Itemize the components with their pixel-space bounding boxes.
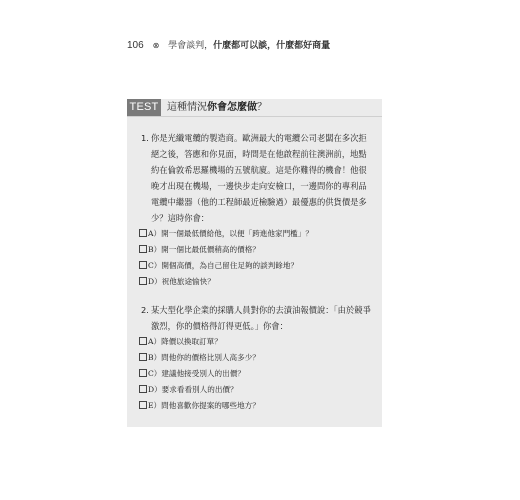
question-2: [141, 302, 373, 414]
test-title-suffix: ？: [257, 102, 267, 113]
book-title-main: 什麼都可以談，什麼都好商量: [213, 41, 331, 51]
option-label: B）問他你的價格比別人高多少？: [148, 353, 260, 362]
test-tag: TEST: [127, 99, 161, 116]
option-d[interactable]: [139, 274, 373, 290]
test-header: [127, 99, 382, 117]
option-checkbox[interactable]: [139, 401, 147, 409]
test-title-prefix: 這種情況: [167, 102, 207, 113]
option-label: E）問他喜歡你提案的哪些地方？: [148, 401, 260, 410]
option-checkbox[interactable]: [139, 337, 147, 345]
question-1: [141, 130, 373, 290]
option-label: A）開一個最低價給他，以便「跨進他家門檻」？: [148, 229, 313, 238]
option-label: D）祝他旅途愉快？: [148, 277, 215, 286]
option-d[interactable]: [139, 382, 373, 398]
option-b[interactable]: [139, 242, 373, 258]
question-2-text-block: [141, 302, 373, 334]
book-title-prefix: 學會談判，: [168, 41, 214, 51]
option-label: B）開一個比最低價稍高的價格？: [148, 245, 260, 254]
page-number: 106: [127, 40, 144, 51]
option-c[interactable]: [139, 258, 373, 274]
test-title-bold: 你會怎麼做: [207, 102, 257, 113]
question-number: 2.: [141, 305, 149, 315]
option-label: C）開個高價，為自己留住足夠的談判餘地？: [148, 261, 299, 270]
test-box: [127, 99, 382, 427]
option-checkbox[interactable]: [139, 385, 147, 393]
running-header: [127, 40, 330, 52]
option-c[interactable]: [139, 366, 373, 382]
question-1-text-block: [141, 130, 373, 226]
option-checkbox[interactable]: [139, 369, 147, 377]
option-checkbox[interactable]: [139, 277, 147, 285]
option-a[interactable]: [139, 226, 373, 242]
question-text: 某大型化學企業的採購人員對你的去漬油報價說：「由於競爭激烈，你的價格得訂得更低。」你會：: [151, 305, 371, 331]
option-b[interactable]: [139, 350, 373, 366]
option-checkbox[interactable]: [139, 229, 147, 237]
option-a[interactable]: [139, 334, 373, 350]
question-text: 你是光纖電纜的製造商。歐洲最大的電纜公司老闆在多次拒絕之後，答應和你見面，時間是在他啟程前往澳洲前，地點約在倫敦希思羅機場的五號航廈。這是你難得的機會！他很晚才出現在機場，一邊快步走向安檢口，一邊問你的專利品電纜中繼器（他的工程師最近檢驗過）最優惠的供貨價是多少？這時你會：: [151, 133, 367, 223]
option-checkbox[interactable]: [139, 353, 147, 361]
option-label: A）降價以換取訂單？: [148, 337, 222, 346]
option-checkbox[interactable]: [139, 261, 147, 269]
option-label: C）建議他接受別人的出價？: [148, 369, 245, 378]
option-label: D）要求看看別人的出價？: [148, 385, 238, 394]
option-checkbox[interactable]: [139, 245, 147, 253]
ornament-icon: ⊗: [152, 41, 160, 50]
question-number: 1.: [141, 133, 149, 143]
test-title: [167, 99, 267, 116]
option-e[interactable]: [139, 398, 373, 414]
